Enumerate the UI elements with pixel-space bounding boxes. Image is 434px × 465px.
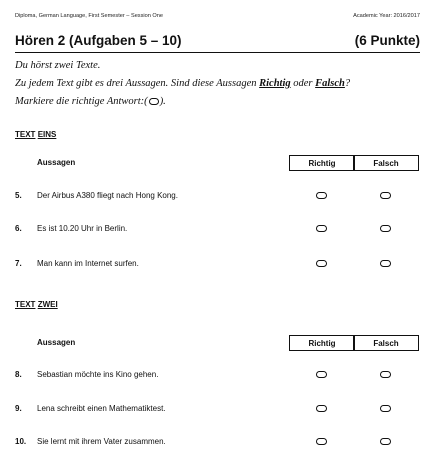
answer-columns-header xyxy=(289,335,419,351)
column-falsch: Falsch xyxy=(373,338,399,348)
item-number: 7. xyxy=(15,259,22,268)
header-academic-year: Academic Year: 2016/2017 xyxy=(353,13,420,19)
falsch-radio[interactable] xyxy=(380,260,391,267)
falsch-radio[interactable] xyxy=(380,405,391,412)
statement-text: Lena schreibt einen Mathematiktest. xyxy=(37,404,166,413)
richtig-radio[interactable] xyxy=(316,371,327,378)
statements-header: Aussagen xyxy=(37,338,76,347)
header-course-info: Diploma, German Language, First Semester – Session One xyxy=(15,13,163,19)
richtig-radio[interactable] xyxy=(316,405,327,412)
statement-text: Der Airbus A380 fliegt nach Hong Kong. xyxy=(37,191,178,200)
column-richtig: Richtig xyxy=(308,158,336,168)
points-label: (6 Punkte) xyxy=(354,33,420,48)
item-number: 9. xyxy=(15,404,22,413)
statement-text: Sebastian möchte ins Kino gehen. xyxy=(37,370,159,379)
falsch-term: Falsch xyxy=(315,78,345,89)
item-number: 6. xyxy=(15,224,22,233)
answer-oval-icon xyxy=(149,98,159,105)
item-number: 8. xyxy=(15,370,22,379)
statement-text: Man kann im Internet surfen. xyxy=(37,259,139,268)
page-title: Hören 2 (Aufgaben 5 – 10) xyxy=(15,33,182,48)
title-divider xyxy=(15,52,420,53)
richtig-radio[interactable] xyxy=(316,260,327,267)
statement-text: Es ist 10.20 Uhr in Berlin. xyxy=(37,224,128,233)
column-falsch: Falsch xyxy=(373,158,399,168)
instruction-line-3: Markiere die richtige Antwort:( ). xyxy=(15,96,166,107)
falsch-radio[interactable] xyxy=(380,371,391,378)
richtig-term: Richtig xyxy=(259,78,291,89)
richtig-radio[interactable] xyxy=(316,192,327,199)
answer-columns-header xyxy=(289,155,419,171)
richtig-radio[interactable] xyxy=(316,225,327,232)
column-richtig: Richtig xyxy=(308,338,336,348)
statement-text: Sie lernt mit ihrem Vater zusammen. xyxy=(37,437,166,446)
richtig-radio[interactable] xyxy=(316,438,327,445)
title-row xyxy=(15,33,420,51)
instruction-line-1: Du hörst zwei Texte. xyxy=(15,60,101,71)
falsch-radio[interactable] xyxy=(380,225,391,232)
falsch-radio[interactable] xyxy=(380,438,391,445)
falsch-radio[interactable] xyxy=(380,192,391,199)
item-number: 10. xyxy=(15,437,27,446)
section-title-text-eins: TEXT EINS xyxy=(15,130,57,139)
section-title-text-zwei: TEXT ZWEI xyxy=(15,300,58,309)
statements-header: Aussagen xyxy=(37,158,76,167)
item-number: 5. xyxy=(15,191,22,200)
instruction-line-2: Zu jedem Text gibt es drei Aussagen. Sind diese Aussagen Richtig oder Falsch? xyxy=(15,78,351,89)
